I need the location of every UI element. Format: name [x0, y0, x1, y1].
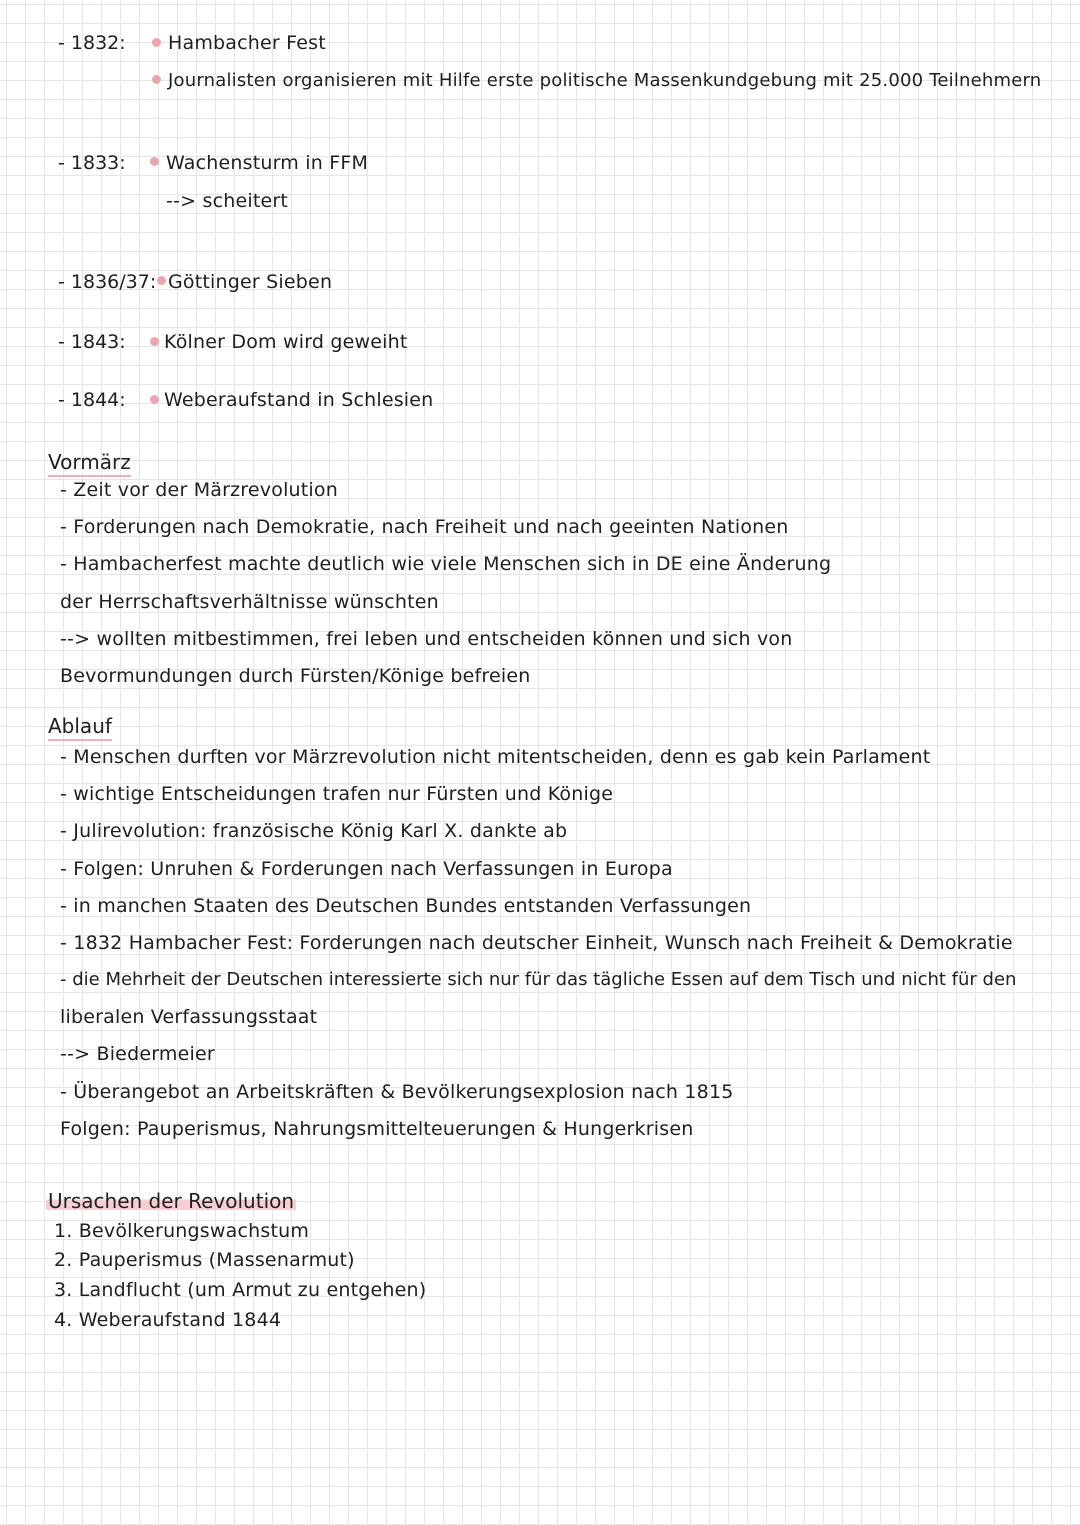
section-heading: Ursachen der Revolution — [48, 1189, 295, 1213]
text-line: liberalen Verfassungsstaat — [60, 1006, 318, 1028]
timeline-item: Kölner Dom wird geweiht — [164, 331, 408, 353]
timeline-date-1836-37: - 1836/37: — [58, 271, 157, 293]
bullet-icon — [150, 337, 159, 346]
text-line: - wichtige Entscheidungen trafen nur Fürsten und Könige — [60, 783, 614, 805]
text-line: - Julirevolution: französische König Karl X. dankte ab — [60, 820, 568, 842]
text-line: --> Biedermeier — [60, 1043, 215, 1065]
text-line: - Hambacherfest machte deutlich wie viele Menschen sich in DE eine Änderung — [60, 553, 832, 575]
timeline-date-1844: - 1844: — [58, 389, 126, 411]
list-item: 1. Bevölkerungswachstum — [54, 1220, 310, 1242]
text-line: - Forderungen nach Demokratie, nach Freiheit und nach geeinten Nationen — [60, 516, 789, 538]
timeline-item: Journalisten organisieren mit Hilfe erste politische Massenkundgebung mit 25.000 Teilnehmern — [168, 70, 1042, 91]
timeline-date-1843: - 1843: — [58, 331, 126, 353]
list-item: 4. Weberaufstand 1844 — [54, 1309, 282, 1331]
timeline-item: Göttinger Sieben — [168, 271, 333, 293]
list-item: 3. Landflucht (um Armut zu entgehen) — [54, 1279, 427, 1301]
timeline-date-1832: - 1832: — [58, 32, 126, 54]
text-line: Folgen: Pauperismus, Nahrungsmittelteuerungen & Hungerkrisen — [60, 1118, 694, 1140]
bullet-icon — [150, 395, 159, 404]
list-item: 2. Pauperismus (Massenarmut) — [54, 1249, 355, 1271]
timeline-item: Weberaufstand in Schlesien — [164, 389, 434, 411]
bullet-icon — [150, 157, 159, 166]
section-heading: Ablauf — [48, 713, 112, 741]
text-line: - die Mehrheit der Deutschen interessierte sich nur für das tägliche Essen auf dem Tisch und nicht für den — [60, 969, 1017, 990]
section-heading: Vormärz — [48, 449, 131, 477]
timeline-date-1833: - 1833: — [58, 152, 126, 174]
text-line: - in manchen Staaten des Deutschen Bundes entstanden Verfassungen — [60, 895, 752, 917]
text-line: - Folgen: Unruhen & Forderungen nach Verfassungen in Europa — [60, 858, 673, 880]
timeline-note: --> scheitert — [166, 190, 289, 212]
timeline-item: Hambacher Fest — [168, 32, 326, 54]
text-line: Bevormundungen durch Fürsten/Könige befreien — [60, 665, 531, 687]
text-line: - 1832 Hambacher Fest: Forderungen nach deutscher Einheit, Wunsch nach Freiheit & Demokratie — [60, 932, 1013, 954]
text-line: - Menschen durften vor Märzrevolution nicht mitentscheiden, denn es gab kein Parlament — [60, 746, 931, 768]
text-line: - Zeit vor der Märzrevolution — [60, 479, 338, 501]
bullet-icon — [152, 75, 161, 84]
timeline-item: Wachensturm in FFM — [166, 152, 369, 174]
bullet-icon — [157, 276, 166, 285]
text-line: der Herrschaftsverhältnisse wünschten — [60, 591, 439, 613]
bullet-icon — [152, 38, 161, 47]
text-line: --> wollten mitbestimmen, frei leben und entscheiden können und sich von — [60, 628, 793, 650]
text-line: - Überangebot an Arbeitskräften & Bevölkerungsexplosion nach 1815 — [60, 1081, 734, 1103]
